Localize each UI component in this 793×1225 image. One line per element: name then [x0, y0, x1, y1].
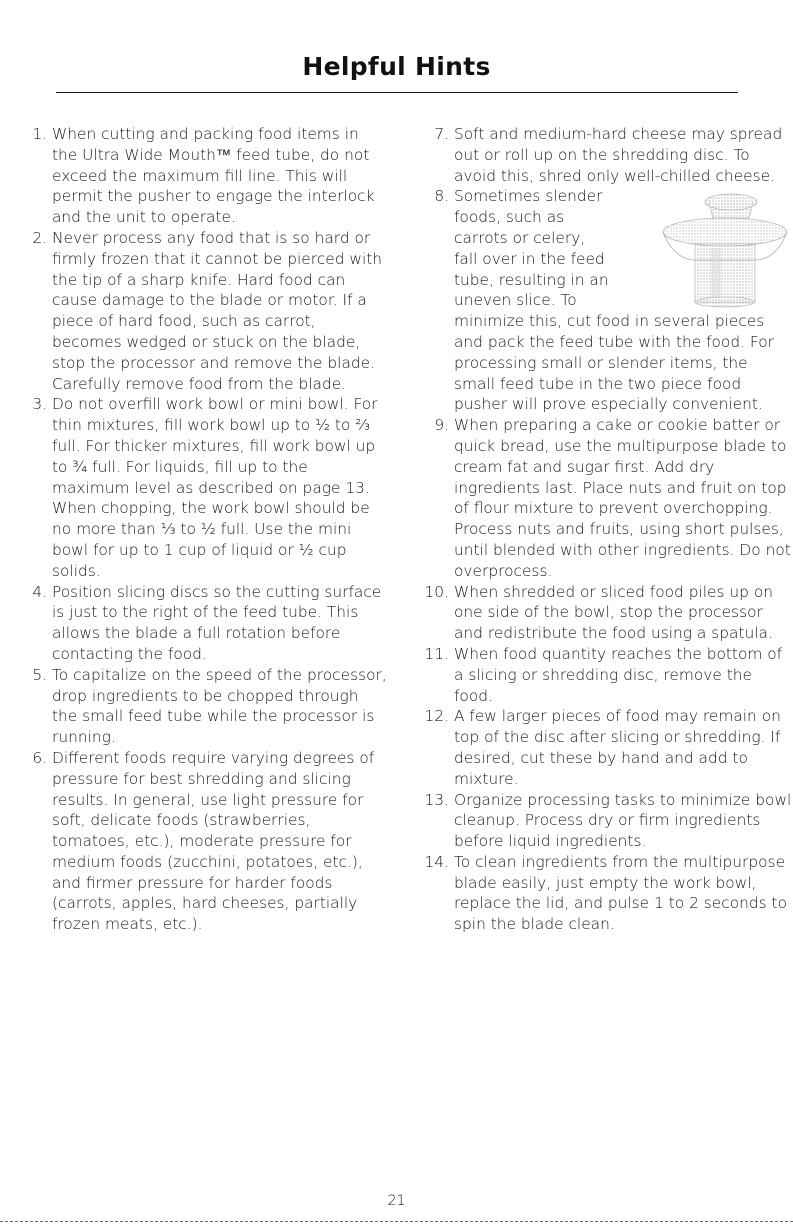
hints-right-column [408, 124, 793, 935]
hint-item [408, 582, 793, 644]
food-pusher-illustration [613, 188, 791, 308]
hint-text: When shredded or sliced food piles up on one side of the bowl, stop the processor and redistribute the food using a spatula. [454, 582, 773, 643]
hint-item [408, 706, 793, 789]
hint-text: Different foods require varying degrees of pressure for best shredding and slicing results. In general, use light pressure for soft, delicate foods (strawberries, tomatoes, etc.), moderate pressure for medium foods (zucchini, potatoes, etc.), and firmer pressure for harder foods (carrots, apples, hard cheeses, partially frozen meats, etc.). [52, 748, 375, 934]
hint-number: 1. [32, 125, 47, 143]
hint-number: 13. [424, 790, 449, 809]
hint-item [408, 124, 793, 186]
hint-text: When food quantity reaches the bottom of a slicing or shredding disc, remove the food. [454, 644, 783, 705]
hint-item [408, 186, 793, 415]
hint-text: Position slicing discs so the cutting surface is just to the right of the feed tube. This allows the blade a full rotation before contacting the food. [52, 582, 382, 663]
hint-item [8, 748, 388, 935]
hint-number: 7. [434, 125, 449, 143]
hints-left-column [8, 124, 388, 935]
hint-text: Do not overfill work bowl or mini bowl. For thin mixtures, fill work bowl up to ½ to ⅔ full. For thicker mixtures, fill work bowl up to ¾ full. For liquids, fill up to the maximum level as described on page 13. When chopping, the work bowl should be no more than ⅓ to ½ full. Use the mini bowl for up to 1 cup of liquid or ½ cup solids. [52, 395, 378, 580]
hint-text: When cutting and packing food items in the Ultra Wide Mouth™ feed tube, do not exceed the maximum fill line. This will permit the pusher to engage the interlock and the unit to operate. [52, 125, 375, 227]
hint-number: 6. [32, 748, 47, 767]
hint-text: When preparing a cake or cookie batter or quick bread, use the multipurpose blade to cream fat and sugar first. Add dry ingredients last. Place nuts and fruit on top of flour mixture to prevent overchopping. Process nuts and fruits, using short pulses, until blended with other ingredients. Do not overprocess. [454, 416, 791, 580]
hint-text: Soft and medium-hard cheese may spread out or roll up on the shredding disc. To avoid this, shred only well-chilled cheese. [454, 125, 783, 185]
hint-number: 8. [434, 187, 449, 206]
hint-number: 4. [32, 582, 47, 601]
hint-item [8, 124, 388, 228]
bottom-divider [0, 1221, 793, 1222]
hint-item [408, 852, 793, 935]
page-title: Helpful Hints [302, 52, 491, 81]
hint-item [408, 644, 793, 706]
hint-item [8, 394, 388, 581]
hint-item [8, 228, 388, 394]
hint-item [408, 415, 793, 581]
hint-number: 9. [434, 416, 449, 435]
hint-text: Sometimes slender foods, such as carrots or celery, fall over in the feed tube, resulting in an uneven slice. To minimize this, cut food in several pieces and pack the feed tube with the food. For processing small or slender items, the small feed tube in the two piece food pusher will prove especially convenient. [454, 187, 774, 414]
hint-number: 14. [424, 852, 449, 871]
hint-number: 3. [32, 395, 47, 414]
hint-number: 10. [424, 582, 449, 601]
hint-text: Organize processing tasks to minimize bowl cleanup. Process dry or firm ingredients before liquid ingredients. [454, 790, 792, 851]
hint-text: To capitalize on the speed of the processor, drop ingredients to be chopped through the small feed tube while the processor is running. [52, 665, 387, 747]
hint-text: Never process any food that is so hard or firmly frozen that it cannot be pierced with the tip of a sharp knife. Hard food can cause damage to the blade or motor. If a piece of hard food, such as carrot, becomes wedged or stuck on the blade, stop the processor and remove the blade. Carefully remove food from the blade. [52, 228, 383, 393]
title-divider [56, 92, 738, 93]
hint-item [8, 665, 388, 748]
hint-text: A few larger pieces of food may remain on top of the disc after slicing or shredding. If desired, cut these by hand and add to mixture. [454, 707, 781, 788]
hint-number: 2. [32, 228, 47, 247]
hint-item [408, 790, 793, 852]
hint-text: To clean ingredients from the multipurpose blade easily, just empty the work bowl, replace the lid, and pulse 1 to 2 seconds to spin the blade clean. [454, 852, 788, 934]
hint-number: 5. [32, 665, 47, 684]
hint-item [8, 582, 388, 665]
hint-number: 11. [424, 644, 449, 663]
page-number: 21 [387, 1193, 406, 1209]
hint-number: 12. [424, 707, 449, 726]
